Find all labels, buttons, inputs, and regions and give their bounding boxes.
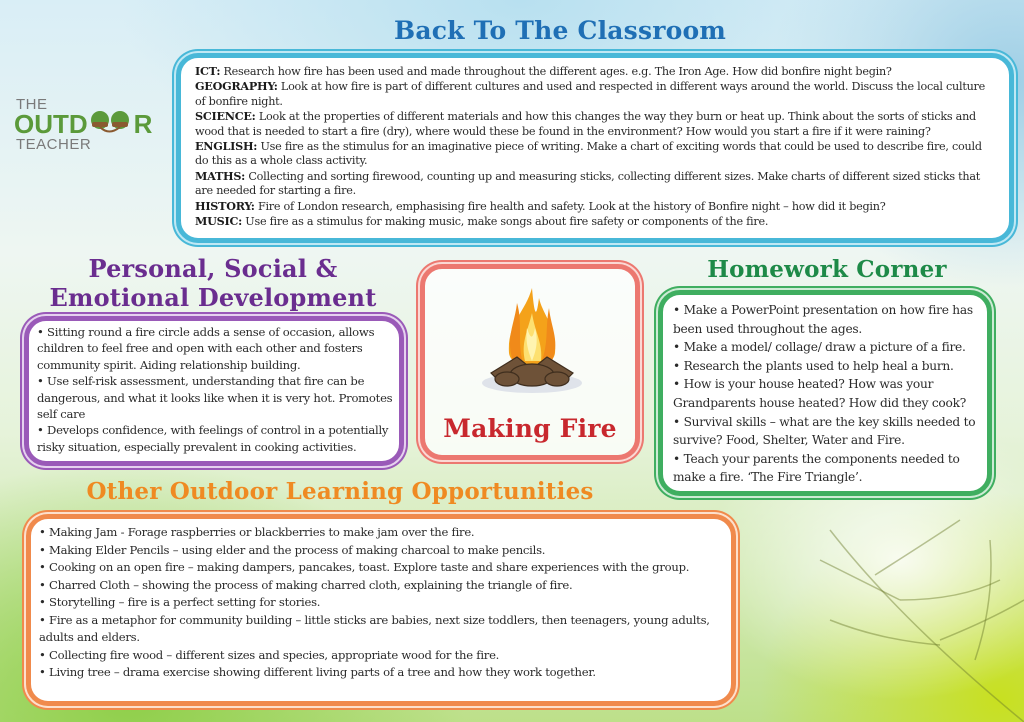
classroom-item-history: HISTORY: Fire of London research, emphasising fire health and safety. Look at the history of Bonfire night – how did it begin? bbox=[195, 198, 886, 213]
homework-heading: Homework Corner bbox=[707, 256, 947, 283]
homework-content bbox=[673, 301, 979, 487]
classroom-item-maths: MATHS: Collecting and sorting firewood, counting up and measuring sticks, collecting different sizes. Make charts of different sized sticks that are needed for starting a fire. bbox=[195, 168, 981, 198]
outdoor-item: • Fire as a metaphor for community building – little sticks are babies, next size toddlers, then teenagers, young adults, adults and elders. bbox=[39, 612, 710, 644]
homework-box bbox=[658, 290, 992, 496]
outdoor-item: • Storytelling – fire is a perfect setting for stories. bbox=[39, 595, 321, 609]
outdoor-item: • Making Elder Pencils – using elder and the process of making charcoal to make pencils. bbox=[39, 542, 546, 557]
outdoor-item: • Collecting fire wood – different sizes and species, appropriate wood for the fire. bbox=[39, 647, 500, 662]
psed-heading-line2: Emotional Development bbox=[49, 283, 377, 312]
outdoor-teacher-logo bbox=[14, 96, 174, 156]
making-fire-box bbox=[420, 264, 640, 460]
outdoor-box bbox=[26, 514, 736, 706]
psed-item: • Use self-risk assessment, understanding that fire can be dangerous, and what it looks like when it is very hot. Promotes self care bbox=[37, 374, 393, 422]
psed-item: • Sitting round a fire circle adds a sense of occasion, allows children to feel free and open with each other and fosters community spirit. Aiding relationship building. bbox=[37, 325, 375, 372]
homework-item: • How is your house heated? How was your Grandparents house heated? How did they cook? bbox=[673, 377, 967, 410]
classroom-item-ict: ICT: Research how fire has been used and made throughout the different ages. e.g. The Iron Age. How did bonfire night begin? bbox=[195, 64, 892, 78]
classroom-item-music: MUSIC: Use fire as a stimulus for making music, make songs about fire safety or components of the fire. bbox=[195, 214, 769, 229]
psed-content bbox=[37, 324, 393, 455]
psed-heading bbox=[18, 254, 408, 312]
classroom-content bbox=[195, 64, 997, 229]
logo-teacher: TEACHER bbox=[16, 136, 92, 153]
outdoor-item: • Living tree – drama exercise showing different living parts of a tree and how they work together. bbox=[39, 665, 596, 679]
logo-the: THE bbox=[16, 96, 48, 113]
outdoor-content bbox=[39, 524, 721, 682]
acorn-icon bbox=[89, 110, 133, 140]
homework-item: • Teach your parents the components needed to make a fire. ‘The Fire Triangle’. bbox=[673, 451, 960, 485]
making-fire-title: Making Fire bbox=[443, 414, 617, 443]
logo-outdoor-text: OUTD bbox=[14, 109, 88, 139]
classroom-item-english: ENGLISH: Use fire as the stimulus for an imaginative piece of writing. Make a chart of exciting words that could be used to describe fire, could do this as a whole class activity. bbox=[195, 139, 982, 168]
homework-item: • Survival skills – what are the key skills needed to survive? Food, Shelter, Water and Fire. bbox=[673, 414, 976, 448]
psed-item: • Develops confidence, with feelings of control in a potentially risky situation, especially prevalent in cooking activities. bbox=[37, 423, 389, 454]
classroom-box bbox=[176, 53, 1014, 243]
homework-item: • Make a model/ collage/ draw a picture of a fire. bbox=[673, 340, 966, 355]
outdoor-item: • Making Jam - Forage raspberries or blackberries to make jam over the fire. bbox=[39, 525, 475, 539]
outdoor-item: • Charred Cloth – showing the process of making charred cloth, explaining the triangle of fire. bbox=[39, 577, 573, 592]
homework-item: • Research the plants used to help heal a burn. bbox=[673, 358, 954, 373]
logo-r: R bbox=[133, 109, 153, 139]
classroom-item-science: SCIENCE: Look at the properties of different materials and how this changes the way they burn or heat up. Think about the sorts of sticks and wood that is needed to start a fire (dry), where would these be found in the environment? How would you start a fire if it were raining? bbox=[195, 109, 976, 138]
homework-item: • Make a PowerPoint presentation on how fire has been used throughout the ages. bbox=[673, 303, 973, 336]
classroom-item-geography: GEOGRAPHY: Look at how fire is part of different cultures and used and respected in different ways around the world. Discuss the local culture of bonfire night. bbox=[195, 79, 986, 108]
psed-heading-line1: Personal, Social & bbox=[88, 254, 338, 283]
outdoor-heading: Other Outdoor Learning Opportunities bbox=[86, 478, 594, 505]
classroom-heading: Back To The Classroom bbox=[394, 16, 726, 45]
outdoor-item: • Cooking on an open fire – making dampers, pancakes, toast. Explore taste and share experiences with the group. bbox=[39, 560, 690, 574]
campfire-illustration bbox=[477, 283, 587, 398]
psed-box bbox=[24, 316, 404, 466]
